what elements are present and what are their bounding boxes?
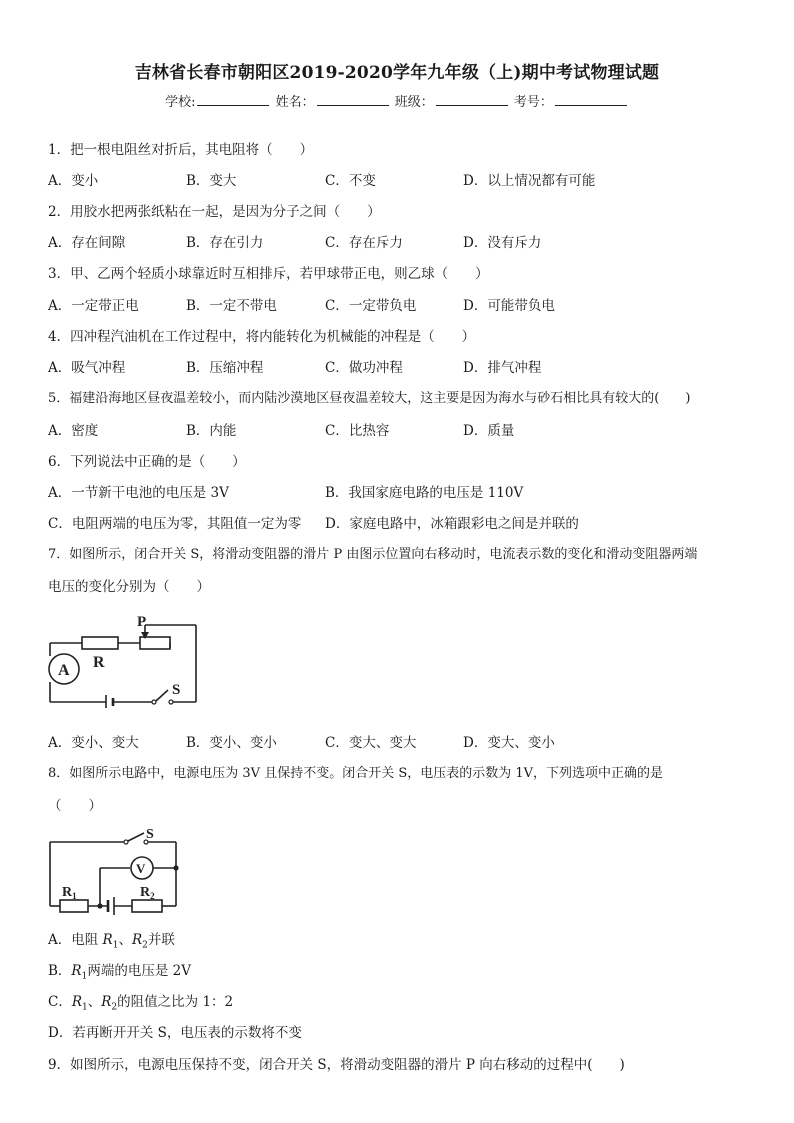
q3-option-b[interactable]: B．一定不带电 [186,298,277,314]
school-label: 学校: [165,95,196,110]
q8-a-mid: 、 [118,932,132,948]
q7-option-b[interactable]: B．变小、变小 [186,735,277,751]
q6-option-a[interactable]: A．一节新干电池的电压是 3V [48,485,229,501]
q8-label-s: S [146,827,154,842]
q1-option-c[interactable]: C．不变 [325,173,376,189]
q7-option-a[interactable]: A．变小、变大 [48,735,139,751]
q8-circuit-diagram [46,822,186,916]
name-label: 姓名： [275,95,315,110]
q6-option-b[interactable]: B．我国家庭电路的电压是 110V [325,485,524,501]
q8-a-r1: R [102,932,113,948]
q1-option-b[interactable]: B．变大 [186,173,237,189]
student-info-line [0,91,794,110]
q4-option-d[interactable]: D．排气冲程 [463,360,542,376]
q5-option-a[interactable]: A．密度 [48,423,99,439]
q8-b-r1: R [71,963,82,979]
q8-b-suffix: 两端的电压是 2V [87,963,191,979]
question-8-stem-line2: （ ） [48,798,102,814]
q8-a-prefix: A．电阻 [48,932,103,948]
q2-option-b[interactable]: B．存在引力 [186,235,264,251]
q1-option-a[interactable]: A．变小 [48,173,99,189]
q3-option-a[interactable]: A．一定带正电 [48,298,139,314]
q8-option-c[interactable] [48,990,233,1013]
question-1-stem: 1．把一根电阻丝对折后，其电阻将（ ） [48,142,314,158]
question-2-stem: 2．用胶水把两张纸粘在一起，是因为分子之间（ ） [48,204,381,220]
q8-a-r2-sub: 2 [142,940,148,951]
q2-option-a[interactable]: A．存在间隙 [48,235,126,251]
name-blank[interactable] [317,93,389,106]
q8-option-a[interactable] [48,928,175,951]
q8-label-r1-sub: 1 [72,891,77,901]
q8-c-mid: 、 [87,994,102,1010]
q5-option-c[interactable]: C．比热容 [325,423,390,439]
q8-a-suffix: 并联 [147,932,175,948]
number-blank[interactable] [555,93,627,106]
q8-a-r1-sub: 1 [112,940,119,951]
q2-option-d[interactable]: D．没有斥力 [463,235,542,251]
q3-option-d[interactable]: D．可能带负电 [463,298,555,314]
question-8-stem-line1: 8．如图所示电路中，电源电压为 3V 且保持不变。闭合开关 S，电压表的示数为 1V，下列选项中正确的是 [48,766,664,781]
question-9-stem: 9．如图所示，电源电压保持不变，闭合开关 S，将滑动变阻器的滑片 P 向右移动的过程中( ) [48,1057,625,1073]
q5-option-b[interactable]: B．内能 [186,423,237,439]
q7-label-r: R [93,654,105,671]
q8-label-r2-sub: 2 [150,891,155,901]
q7-label-s: S [172,682,181,698]
q5-option-d[interactable]: D．质量 [463,423,515,439]
question-4-stem: 4．四冲程汽油机在工作过程中，将内能转化为机械能的冲程是（ ） [48,329,476,345]
svg-text:R2 [140,885,155,901]
q8-c-r2-sub: 2 [111,1002,118,1013]
q4-option-c[interactable]: C．做功冲程 [325,360,403,376]
q4-option-b[interactable]: B．压缩冲程 [186,360,264,376]
school-blank[interactable] [197,93,269,106]
q8-label-r2: R [140,885,151,900]
q8-b-r1-sub: 1 [81,971,88,982]
class-label: 班级： [394,95,434,110]
q8-c-r1: R [71,994,83,1010]
svg-text:R1 [62,885,77,901]
q7-circuit-diagram [46,612,202,708]
number-label: 考号： [513,95,553,110]
question-3-stem: 3．甲、乙两个轻质小球靠近时互相排斥，若甲球带正电，则乙球（ ） [48,266,489,282]
q8-c-r1-sub: 1 [82,1002,88,1013]
q8-label-r1: R [62,885,73,900]
question-7-stem-line1: 7．如图所示，闭合开关 S，将滑动变阻器的滑片 P 由图示位置向右移动时，电流表示数的变化和滑动变阻器两端 [48,547,698,562]
q8-c-r2: R [101,994,112,1010]
q8-option-b[interactable] [48,959,191,982]
q7-label-p: P [137,614,147,630]
q7-label-a: A [58,662,70,679]
q2-option-c[interactable]: C．存在斥力 [325,235,403,251]
q7-option-d[interactable]: D．变大、变小 [463,735,555,751]
q8-c-prefix: C． [48,994,72,1010]
q1-option-d[interactable]: D．以上情况都有可能 [463,173,596,189]
q6-option-c[interactable]: C．电阻两端的电压为零，其阻值一定为零 [48,516,302,532]
q3-option-c[interactable]: C．一定带负电 [325,298,417,314]
q8-b-prefix: B． [48,963,72,979]
q7-option-c[interactable]: C．变大、变大 [325,735,417,751]
class-blank[interactable] [436,93,508,106]
page-title: 吉林省长春市朝阳区2019-2020学年九年级（上)期中考试物理试题 [134,63,660,83]
q4-option-a[interactable]: A．吸气冲程 [48,360,126,376]
question-7-stem-line2: 电压的变化分别为（ ） [48,579,210,595]
q8-option-d[interactable]: D．若再断开开关 S，电压表的示数将不变 [48,1025,302,1041]
q8-c-suffix: 的阻值之比为 1：2 [117,994,234,1010]
q8-label-v: V [136,861,146,876]
question-5-stem: 5．福建沿海地区昼夜温差较小，而内陆沙漠地区昼夜温差较大，这主要是因为海水与砂石相比具有较大的( ) [48,391,691,406]
question-6-stem: 6．下列说法中正确的是（ ） [48,454,246,470]
q6-option-d[interactable]: D．家庭电路中，冰箱跟彩电之间是并联的 [325,516,579,532]
q8-a-r2: R [131,932,143,948]
